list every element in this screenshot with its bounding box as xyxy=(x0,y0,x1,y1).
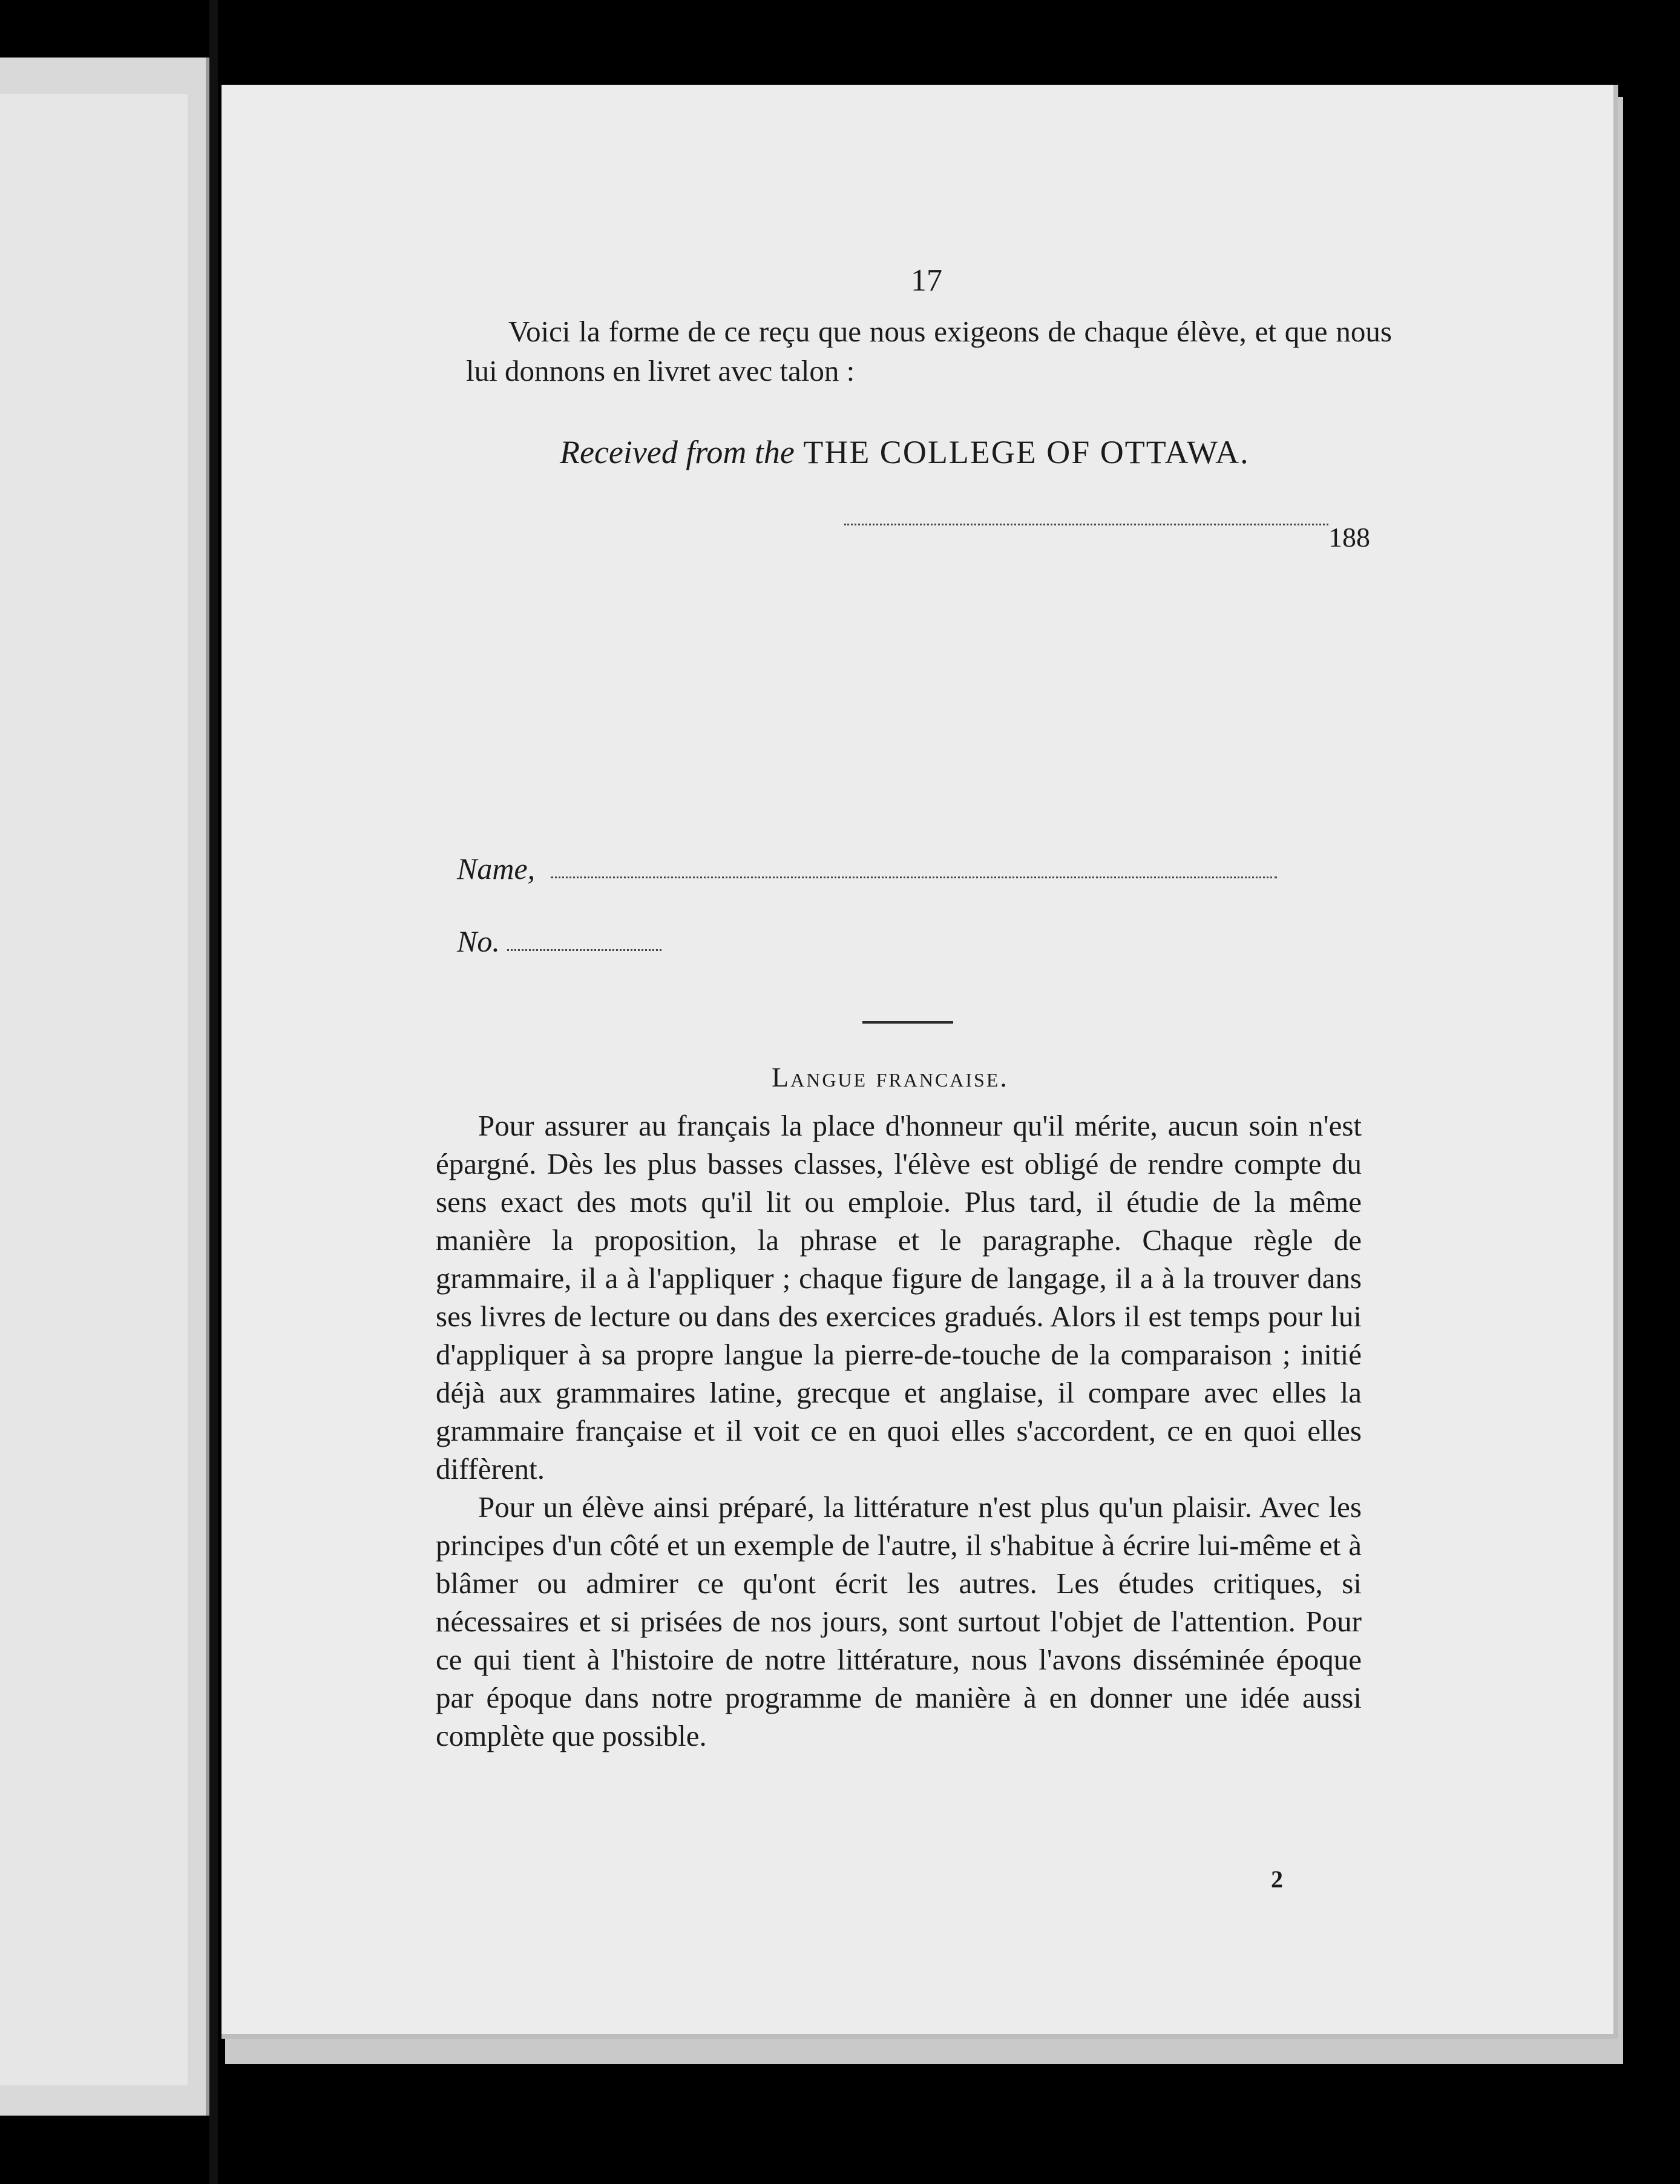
section-divider xyxy=(862,1021,953,1024)
receipt-line xyxy=(560,436,1250,469)
body-paragraph: Pour un élève ainsi préparé, la littérature n'est plus qu'un plaisir. Avec les principes d'un côté et un exemple de l'autre, il s'habitue à écrire lui-même et à blâmer ou admirer ce qu'ont écrit les autres. Les études critiques, si nécessaires et si prisées de nos jours, sont surtout l'objet de l'attention. Pour ce qui tient à l'histoire de notre littérature, nous l'avons disséminée époque par époque dans notre programme de manière à en donner une idée aussi complète que possible. xyxy=(436,1490,1362,1752)
receipt-prefix: Received from the xyxy=(560,434,795,470)
body-text xyxy=(436,1107,1362,1755)
number-label: No. xyxy=(457,924,500,958)
date-year: 188 xyxy=(1328,522,1370,553)
intro-paragraph: Voici la forme de ce reçu que nous exigeons de chaque élève, et que nous lui donnons en livret avec talon : xyxy=(466,315,1392,387)
date-blank-line xyxy=(844,524,1328,525)
number-blank-line xyxy=(507,949,661,951)
section-heading: Langue francaise. xyxy=(772,1062,1009,1093)
document-page xyxy=(221,85,1618,2039)
name-blank-line xyxy=(551,877,1277,878)
name-label: Name, xyxy=(457,852,536,886)
signature-mark: 2 xyxy=(1271,1866,1283,1893)
page-number: 17 xyxy=(911,263,942,298)
body-paragraph: Pour assurer au français la place d'honneur qu'il mérite, aucun soin n'est épargné. Dès les plus basses classes, l'élève est obligé de rendre compte du sens exact des mots qu'il lit ou emploie. Plus tard, il étudie de la même manière la proposition, la phrase et le paragraphe. Chaque règle de grammaire, il a à l'appliquer ; chaque figure de langage, il a à la trouver dans ses livres de lecture ou dans des exercices gradués. Alors il est temps pour lui d'appliquer à sa propre langue la pierre-de-touche de la comparaison ; initié déjà aux grammaires latine, grecque et anglaise, il compare avec elles la grammaire française et il voit ce en quoi elles s'accordent, ce en quoi elles diffèrent. xyxy=(436,1109,1362,1485)
receipt-institution: THE COLLEGE OF OTTAWA. xyxy=(803,434,1250,470)
